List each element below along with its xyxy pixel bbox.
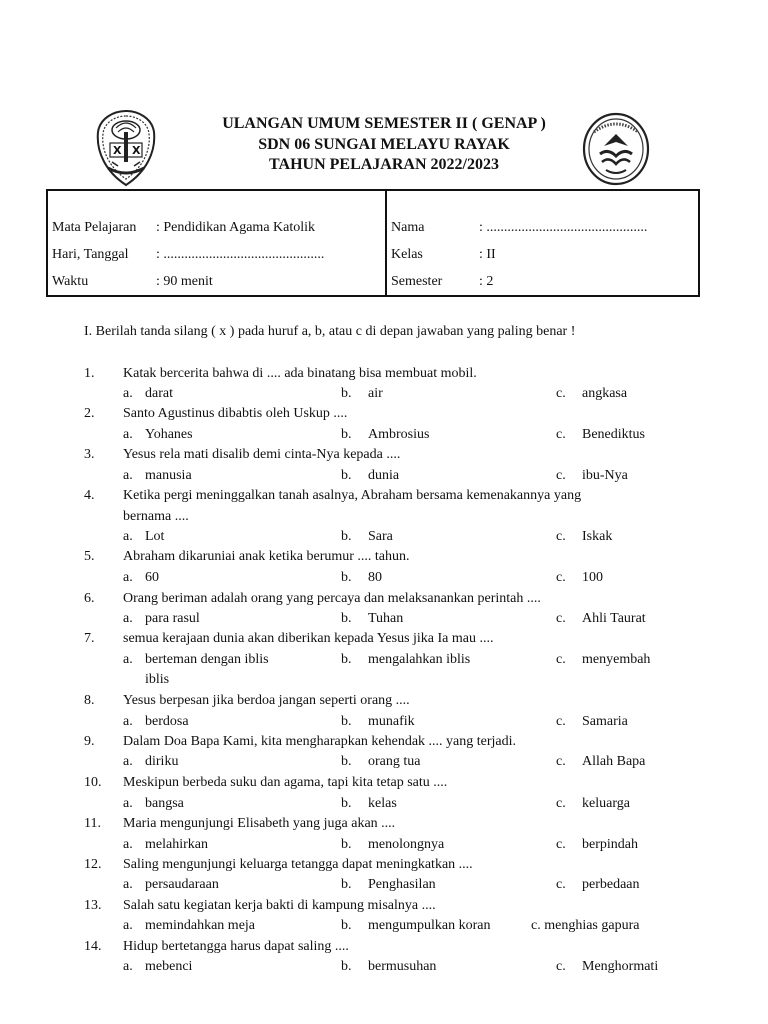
svg-text:X: X	[132, 144, 141, 157]
school-name: SDN 06 SUNGAI MELAYU RAYAK	[258, 136, 510, 153]
answer-options	[0, 795, 768, 815]
option-c-text[interactable]: berpindah	[582, 837, 638, 852]
question-text: Dalam Doa Bapa Kami, kita mengharapkan kehendak .... yang terjadi.	[123, 734, 517, 749]
answer-options	[0, 385, 768, 405]
option-a-letter[interactable]: a.	[123, 959, 133, 974]
option-b-letter[interactable]: b.	[341, 570, 352, 585]
question-text: Saling mengunjungi keluarga tetangga dapat meningkatkan ....	[123, 857, 473, 872]
option-a-text[interactable]: berteman dengan iblis	[145, 652, 269, 667]
option-b-letter[interactable]: b.	[341, 877, 352, 892]
class-label: Kelas	[391, 247, 423, 262]
question-text: Meskipun berbeda suku dan agama, tapi kita tetap satu ....	[123, 775, 448, 790]
question-text: Salah satu kegiatan kerja bakti di kampung misalnya ....	[123, 898, 436, 913]
option-a-text[interactable]: diriku	[145, 754, 179, 769]
answer-options	[0, 426, 768, 446]
answer-options	[0, 753, 768, 773]
svg-text:X: X	[113, 144, 122, 157]
question-number: 5.	[84, 549, 95, 564]
option-a-letter[interactable]: a.	[123, 427, 133, 442]
option-a-text[interactable]: 60	[145, 570, 159, 585]
question-number: 8.	[84, 693, 95, 708]
question-item	[0, 405, 768, 425]
option-c-text[interactable]: angkasa	[582, 386, 628, 401]
option-a-text[interactable]: memindahkan meja	[145, 918, 256, 933]
option-b-letter[interactable]: b.	[341, 837, 352, 852]
question-text: Abraham dikaruniai anak ketika berumur .... tahun.	[123, 549, 410, 564]
date-field[interactable]: : ..............................................	[156, 247, 325, 262]
option-a-text[interactable]: berdosa	[145, 714, 189, 729]
option-c-letter[interactable]: c.	[556, 714, 566, 729]
option-a-letter[interactable]: a.	[123, 611, 133, 626]
option-c-letter[interactable]: c.	[556, 427, 566, 442]
option-b-text[interactable]: Ambrosius	[368, 427, 430, 442]
question-text: Santo Agustinus dibabtis oleh Uskup ....	[123, 406, 348, 421]
semester-label: Semester	[391, 274, 443, 289]
option-b-text[interactable]: Tuhan	[368, 611, 404, 626]
option-a-letter[interactable]: a.	[123, 837, 133, 852]
option-c-letter[interactable]: c.	[556, 652, 566, 667]
answer-option-continued	[0, 671, 768, 691]
question-item	[0, 774, 768, 794]
option-c-letter[interactable]: c.	[556, 959, 566, 974]
option-b-text[interactable]: dunia	[368, 468, 400, 483]
question-item	[0, 692, 768, 712]
time-value: : 90 menit	[156, 274, 213, 289]
answer-options	[0, 836, 768, 856]
option-c-letter[interactable]: c.	[556, 837, 566, 852]
question-item	[0, 815, 768, 835]
question-number: 4.	[84, 488, 95, 503]
answer-options	[0, 651, 768, 671]
question-text: Yesus berpesan jika berdoa jangan seperti orang ....	[123, 693, 410, 708]
option-a-text[interactable]: bangsa	[145, 796, 184, 811]
option-b-letter[interactable]: b.	[341, 427, 352, 442]
option-b-letter[interactable]: b.	[341, 529, 352, 544]
option-a-text[interactable]: para rasul	[145, 611, 200, 626]
info-divider	[385, 191, 387, 295]
question-item	[0, 733, 768, 753]
option-b-letter[interactable]: b.	[341, 652, 352, 667]
option-c-text[interactable]: c. menghias gapura	[531, 918, 640, 933]
option-c-letter[interactable]: c.	[556, 386, 566, 401]
option-a-text[interactable]: melahirkan	[145, 837, 208, 852]
exam-title: ULANGAN UMUM SEMESTER II ( GENAP )	[222, 115, 546, 132]
question-item	[0, 630, 768, 650]
question-text: Yesus rela mati disalib demi cinta-Nya kepada ....	[123, 447, 401, 462]
question-number: 14.	[84, 939, 102, 954]
option-b-letter[interactable]: b.	[341, 386, 352, 401]
answer-options	[0, 569, 768, 589]
option-a-text[interactable]: Lot	[145, 529, 165, 544]
option-b-text[interactable]: mengalahkan iblis	[368, 652, 471, 667]
instruction-text: I. Berilah tanda silang ( x ) pada huruf a, b, atau c di depan jawaban yang paling benar !	[84, 324, 576, 339]
option-b-letter[interactable]: b.	[341, 468, 352, 483]
option-b-text[interactable]: mengumpulkan koran	[368, 918, 491, 933]
subject-label: Mata Pelajaran	[52, 220, 137, 235]
tut-wuri-handayani-emblem-icon	[582, 112, 650, 186]
option-c-text[interactable]: ibu-Nya	[582, 468, 628, 483]
question-item	[0, 548, 768, 568]
option-c-letter[interactable]: c.	[556, 754, 566, 769]
option-a-letter[interactable]: a.	[123, 877, 133, 892]
answer-options	[0, 467, 768, 487]
question-number: 10.	[84, 775, 102, 790]
name-label: Nama	[391, 220, 425, 235]
option-c-text[interactable]: Benediktus	[582, 427, 645, 442]
answer-options	[0, 958, 768, 978]
option-a-text[interactable]: manusia	[145, 468, 192, 483]
question-number: 6.	[84, 591, 95, 606]
question-item	[0, 446, 768, 466]
option-a-letter[interactable]: a.	[123, 468, 133, 483]
option-c-letter[interactable]: c.	[556, 611, 566, 626]
option-b-letter[interactable]: b.	[341, 754, 352, 769]
option-b-text[interactable]: 80	[368, 570, 382, 585]
question-item	[0, 365, 768, 385]
question-item	[0, 897, 768, 917]
option-c-letter[interactable]: c.	[556, 796, 566, 811]
option-c-letter[interactable]: c.	[556, 570, 566, 585]
option-a-text[interactable]: darat	[145, 386, 173, 401]
question-text: Hidup bertetangga harus dapat saling ....	[123, 939, 349, 954]
option-c-letter[interactable]: c.	[556, 529, 566, 544]
question-item	[0, 856, 768, 876]
question-text: Maria mengunjungi Elisabeth yang juga akan ....	[123, 816, 396, 831]
question-number: 1.	[84, 366, 95, 381]
class-value: : II	[479, 247, 496, 262]
option-b-text[interactable]: Penghasilan	[368, 877, 436, 892]
option-a-letter[interactable]: a.	[123, 714, 133, 729]
option-c-text[interactable]: Samaria	[582, 714, 628, 729]
option-a-letter[interactable]: a.	[123, 918, 133, 933]
option-c-text[interactable]: keluarga	[582, 796, 630, 811]
option-b-text[interactable]: munafik	[368, 714, 415, 729]
question-text: Orang beriman adalah orang yang percaya dan melaksanankan perintah ....	[123, 591, 541, 606]
option-c-text[interactable]: Menghormati	[582, 959, 659, 974]
option-b-text[interactable]: orang tua	[368, 754, 421, 769]
answer-options	[0, 713, 768, 733]
option-a-letter[interactable]: a.	[123, 529, 133, 544]
option-b-letter[interactable]: b.	[341, 796, 352, 811]
question-number: 9.	[84, 734, 95, 749]
option-a-letter[interactable]: a.	[123, 652, 133, 667]
option-b-letter[interactable]: b.	[341, 959, 352, 974]
question-number: 13.	[84, 898, 102, 913]
option-c-letter[interactable]: c.	[556, 468, 566, 483]
option-b-text[interactable]: bermusuhan	[368, 959, 437, 974]
question-item	[0, 487, 768, 507]
question-number: 2.	[84, 406, 95, 421]
option-c-text[interactable]: 100	[582, 570, 603, 585]
question-text: Ketika pergi meninggalkan tanah asalnya, Abraham bersama kemenakannya yang	[123, 488, 582, 503]
name-field[interactable]: : ..............................................	[479, 220, 648, 235]
answer-options	[0, 917, 768, 937]
exam-header	[0, 0, 768, 190]
question-item	[0, 590, 768, 610]
option-a-letter[interactable]: a.	[123, 570, 133, 585]
answer-options	[0, 876, 768, 896]
option-c-text[interactable]: menyembah	[582, 652, 651, 667]
option-a-text[interactable]: mebenci	[145, 959, 193, 974]
question-number: 12.	[84, 857, 102, 872]
question-item-continued	[0, 508, 768, 528]
option-b-letter[interactable]: b.	[341, 611, 352, 626]
option-a-letter[interactable]: a.	[123, 386, 133, 401]
option-a-letter[interactable]: a.	[123, 796, 133, 811]
option-c-letter[interactable]: c.	[556, 877, 566, 892]
semester-value: : 2	[479, 274, 494, 289]
question-item	[0, 938, 768, 958]
question-text-line2: bernama ....	[123, 509, 189, 524]
answer-options	[0, 610, 768, 630]
question-number: 3.	[84, 447, 95, 462]
option-c-text[interactable]: Ahli Taurat	[582, 611, 646, 626]
question-number: 7.	[84, 631, 95, 646]
option-a-letter[interactable]: a.	[123, 754, 133, 769]
question-number: 11.	[84, 816, 101, 831]
answer-options	[0, 528, 768, 548]
option-b-text[interactable]: menolongnya	[368, 837, 445, 852]
option-b-letter[interactable]: b.	[341, 714, 352, 729]
option-b-text[interactable]: air	[368, 386, 383, 401]
student-info-box	[46, 189, 700, 297]
academic-year: TAHUN PELAJARAN 2022/2023	[269, 156, 499, 173]
subject-value: : Pendidikan Agama Katolik	[156, 220, 316, 235]
option-b-text[interactable]: kelas	[368, 796, 397, 811]
option-a-text-line2[interactable]: iblis	[145, 672, 170, 687]
option-c-text[interactable]: Allah Bapa	[582, 754, 646, 769]
question-text: semua kerajaan dunia akan diberikan kepada Yesus jika Ia mau ....	[123, 631, 494, 646]
time-label: Waktu	[52, 274, 89, 289]
option-a-text[interactable]: Yohanes	[145, 427, 193, 442]
option-c-text[interactable]: perbedaan	[582, 877, 640, 892]
option-b-letter[interactable]: b.	[341, 918, 352, 933]
question-text: Katak bercerita bahwa di .... ada binatang bisa membuat mobil.	[123, 366, 477, 381]
option-a-text[interactable]: persaudaraan	[145, 877, 219, 892]
option-c-text[interactable]: Iskak	[582, 529, 613, 544]
date-label: Hari, Tanggal	[52, 247, 129, 262]
option-b-text[interactable]: Sara	[368, 529, 393, 544]
